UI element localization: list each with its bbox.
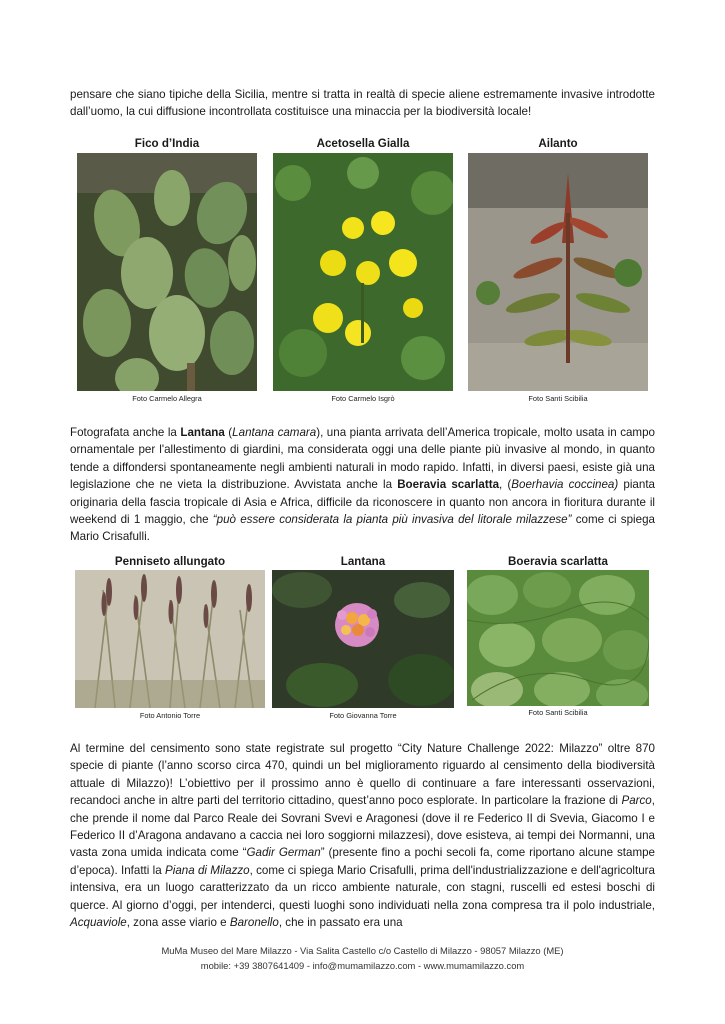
photo-credit-penniseto: Foto Antonio Torre (139, 711, 201, 720)
figure-title-fico-india: Fico d’India (134, 137, 200, 150)
figure-title-penniseto: Penniseto allungato (114, 555, 226, 568)
figure-title-ailanto: Ailanto (538, 137, 578, 150)
ailanthus-photo (468, 153, 648, 391)
figure-title-boeravia: Boeravia scarlatta (508, 555, 608, 568)
photo-credit-ailanto: Foto Santi Scibilia (528, 394, 588, 403)
figure-title-lantana: Lantana (340, 555, 386, 568)
yellow-oxalis-photo (273, 153, 453, 391)
footer-address: MuMa Museo del Mare Milazzo - Via Salita Castello c/o Castello di Milazzo - 98057 Milazzo (ME) (161, 945, 564, 956)
prickly-pear-photo (77, 153, 257, 391)
fountain-grass-photo (75, 570, 265, 708)
photo-credit-boeravia: Foto Santi Scibilia (528, 708, 588, 717)
figure-title-acetosella: Acetosella Gialla (316, 137, 410, 150)
intro-paragraph: pensare che siano tipiche della Sicilia, mentre si tratta in realtà di specie aliene estremamente invasive introdotte dall’uomo, la cui diffusione incontrollata costituisce una minaccia per la biodiversità locale! (70, 88, 655, 119)
census-paragraph: Al termine del censimento sono state registrate sul progetto “City Nature Challenge 2022: Milazzo” oltre 870 specie di piante (l’anno scorso circa 470, quindi un bel miglioramento riguardo al censimento della biodiversità attuale di Milazzo)! L’obiettivo per il prossimo anno è quello di continuare a fare interessanti osservazioni, recandoci anche in altre parti del territorio cittadino, quest’anno poco esplorate. In particolare la frazione di Parco, che prende il nome dal Parco Reale dei Sovrani Svevi e Aragonesi (dove il re Federico II di Svevia, Giacomo I e Federico II d’Aragona andavano a caccia nei loro soggiorni milazzesi), dove esisteva, ai tempi dei Normanni, una vasta zona umida indicata come “Gadir German” (presente fino a pochi secoli fa, come riportano alcune stampe d’epoca). Infatti la Piana di Milazzo, come ci spiega Mario Crisafulli, prima dell'industrializzazione e dell'agricoltura intensiva, era un luogo caratterizzato da un ricco ambiente naturale, con stagni, ruscelli ed estesi boschi di querce. Al giorno d’oggi, per intenderci, questi luoghi sono individuati nella zona compresa tra il polo industriale, Acquaviole, zona asse viario e Baronello, che in passato era una (70, 742, 656, 930)
lantana-paragraph: Fotografata anche la Lantana (Lantana camara), una pianta arrivata dell’America tropicale, molto usata in campo ornamentale per l'allestimento di giardini, ma considerata oggi una delle piante più invasive al mondo, in quanto tende a diffondersi spontaneamente negli ambienti naturali in modo rapido. Infatti, in diversi paesi, esiste già una legislazione che ne vieta la distribuzione. Avvistata anche la Boeravia scarlatta, (Boerhavia coccinea) pianta originaria della fascia tropicale di Asia e Africa, difficile da riconoscere in quanto non ancora in fioritura durante il weekend di 1 maggio, che “può essere considerata la pianta più invasiva del litorale milazzese” come ci spiega Mario Crisafulli. (70, 426, 655, 544)
photo-credit-lantana: Foto Giovanna Torre (329, 711, 397, 720)
boerhavia-photo (467, 570, 649, 706)
photo-credit-fico-india: Foto Carmelo Allegra (132, 394, 202, 403)
footer-contacts: mobile: +39 3807641409 - info@mumamilazzo.com - www.mumamilazzo.com (200, 960, 525, 971)
lantana-photo (272, 570, 454, 708)
photo-credit-acetosella: Foto Carmelo Isgrò (331, 394, 395, 403)
